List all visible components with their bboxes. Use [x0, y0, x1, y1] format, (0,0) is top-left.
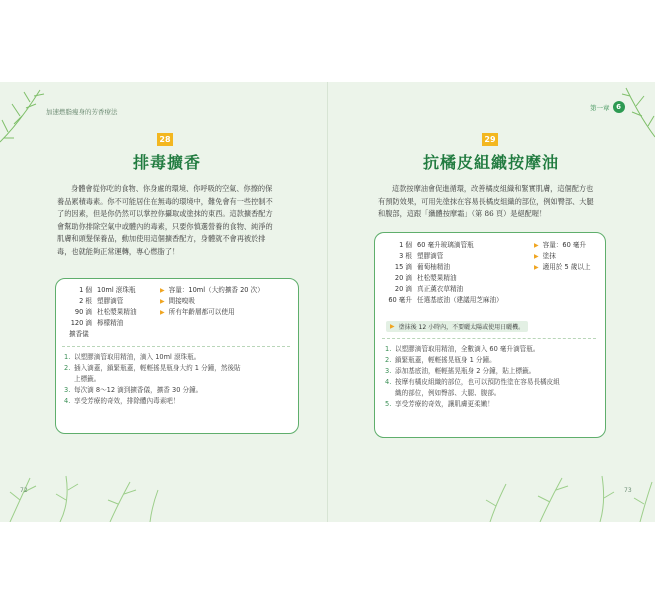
- material-qty: 1 個: [399, 241, 412, 249]
- caution-note: [386, 321, 528, 332]
- step: 織的部位，例如臀部、大腿、腹部。: [395, 389, 501, 397]
- page-number: 73: [624, 487, 632, 494]
- intro-line: 會幫助你排除空氣中或體內的毒素，只要你慎選營養的食物、純淨的: [57, 221, 273, 231]
- side-note: 間接嗅吸: [168, 297, 195, 305]
- step: 4. 按摩有橘皮組織的部位，也可以預防性塗在容易長橘皮組: [385, 378, 560, 386]
- step: 5. 享受芳療的奇效，讓肌膚更柔嫩！: [385, 400, 494, 408]
- intro-line: 毒，也就能夠正常運轉，專心燃脂了！: [57, 246, 180, 256]
- step: 3. 每次滴 8～12 滴到擴香儀，擴香 30 分鐘。: [64, 386, 203, 394]
- side-note: 容量：60 毫升: [542, 241, 587, 249]
- triangle-bullet-icon: ▶: [534, 253, 539, 260]
- triangle-bullet-icon: ▶: [160, 309, 165, 316]
- intro-line: 了的因素，但是你仍然可以掌控你攝取或塗抹的東西。這款擴香配方: [57, 209, 273, 218]
- herb-illustration-bottom-left: [0, 470, 160, 522]
- material-row: [60, 329, 137, 340]
- material-qty: 90 滴: [74, 308, 92, 316]
- material-qty: 1 個: [79, 286, 92, 294]
- material-row: [380, 251, 503, 262]
- material-row: [60, 296, 137, 307]
- intro-line: 肌膚和頭髮保養品，動加使用這個擴香配方，身體就不會再被於排: [57, 234, 266, 243]
- chapter-tab: [590, 101, 625, 113]
- step: 2. 鎖緊瓶蓋，輕輕搖晃瓶身 1 分鐘。: [385, 356, 496, 364]
- material-item: 10ml 滾珠瓶: [97, 286, 136, 294]
- step: 4. 享受芳療的奇效，排除體內毒素吧！: [64, 397, 180, 405]
- recipe-title: 排毒擴香: [133, 153, 202, 172]
- recipe-title: 抗橘皮組織按摩油: [423, 153, 560, 172]
- divider: [382, 338, 596, 339]
- step: 1. 以塑膠滴管取用精油，全數滴入 60 毫升滴管瓶。: [385, 345, 540, 353]
- intro-line: 和腹部，這跟「纖體按摩霜」（第 86 頁）是絕配喔！: [378, 209, 547, 218]
- intro-paragraph: [378, 183, 618, 221]
- material-qty: 15 滴: [394, 263, 412, 271]
- intro-line: 這款按摩油會促進循環，改善橘皮組織和緊實肌膚，這個配方也: [392, 184, 594, 193]
- material-item: 杜松漿果精油: [417, 274, 457, 282]
- triangle-bullet-icon: ▶: [160, 287, 165, 294]
- material-row: [380, 273, 503, 284]
- material-item: 杜松漿果精油: [97, 308, 137, 316]
- page-number: 72: [20, 487, 28, 494]
- material-qty: 60 毫升: [388, 296, 412, 304]
- material-item: 任選基底油（建議用芝麻油）: [417, 296, 503, 304]
- triangle-bullet-icon: ▶: [390, 323, 395, 330]
- intro-paragraph: [57, 183, 297, 258]
- material-qty: 2 根: [79, 297, 92, 305]
- triangle-bullet-icon: ▶: [534, 242, 539, 249]
- triangle-bullet-icon: ▶: [534, 264, 539, 271]
- material-row: [60, 307, 137, 318]
- gutter: [327, 82, 328, 522]
- side-note: 適用於 5 歲以上: [542, 263, 591, 271]
- caution-text: 塗抹後 12 小時內，不要曬太陽或使用日曬機。: [398, 324, 525, 331]
- triangle-bullet-icon: ▶: [160, 298, 165, 305]
- material-qty: 20 滴: [394, 274, 412, 282]
- herb-illustration-bottom-right: [480, 470, 655, 522]
- material-row: [380, 284, 503, 295]
- material-row: [60, 318, 137, 329]
- material-qty: 120 滴: [70, 319, 92, 327]
- materials-table: [380, 240, 503, 306]
- side-note: 所有年齡層都可以使用: [168, 308, 235, 316]
- intro-line: 身體會從你吃的食物、你身處的環境、你呼吸的空氣、你擦的保: [71, 184, 273, 193]
- material-qty: 3 根: [399, 252, 412, 260]
- material-item: 塑膠滴管: [417, 252, 444, 260]
- step: 上標籤。: [74, 375, 101, 383]
- material-item: 真正薰衣草精油: [417, 285, 464, 293]
- recipe-number-badge: 28: [157, 133, 173, 146]
- divider: [62, 346, 290, 347]
- material-row: [380, 295, 503, 306]
- recipe-side-notes: [534, 240, 591, 273]
- intro-line: 有預防效果，可用先塗抹在容易長橘皮組織的部位，例如臀部、大腿: [378, 196, 594, 206]
- step: 3. 添加基底油，輕輕搖晃瓶身 2 分鐘，貼上標籤。: [385, 367, 536, 375]
- chapter-label: 第一章: [590, 103, 610, 112]
- material-qty: [60, 329, 69, 340]
- steps-list: [64, 352, 241, 407]
- step: 2. 插入滴蓋，鎖緊瓶蓋，輕輕搖晃瓶身大約 1 分鐘，然後貼: [64, 364, 241, 372]
- chapter-number-badge: 6: [613, 101, 625, 113]
- recipe-side-notes: [160, 285, 264, 318]
- material-row: [380, 240, 503, 251]
- herb-illustration-top-left: [0, 82, 48, 152]
- step: 1. 以塑膠滴管取用精油，滴入 10ml 滾珠瓶。: [64, 353, 201, 361]
- steps-list: [385, 344, 560, 410]
- material-qty: 20 滴: [394, 285, 412, 293]
- side-note: 容量：10ml（大約擴香 20 次）: [168, 286, 264, 294]
- material-item: 檸檬精油: [97, 319, 124, 327]
- intro-line: 養品累積毒素。你不可能居住在無毒的環境中，難免會有一些控制不: [57, 196, 273, 206]
- materials-table: [60, 285, 137, 340]
- running-head: 加速燃脂瘦身的芳香療法: [46, 108, 118, 116]
- material-item: 塑膠滴管: [97, 297, 124, 305]
- material-row: [380, 262, 503, 273]
- recipe-number-badge: 29: [482, 133, 498, 146]
- side-note: 塗抹: [542, 252, 556, 260]
- material-item: 擴香儀: [69, 330, 89, 338]
- material-item: 葡萄柚精油: [417, 263, 450, 271]
- material-row: [60, 285, 137, 296]
- material-item: 60 毫升玻璃滴管瓶: [417, 241, 474, 249]
